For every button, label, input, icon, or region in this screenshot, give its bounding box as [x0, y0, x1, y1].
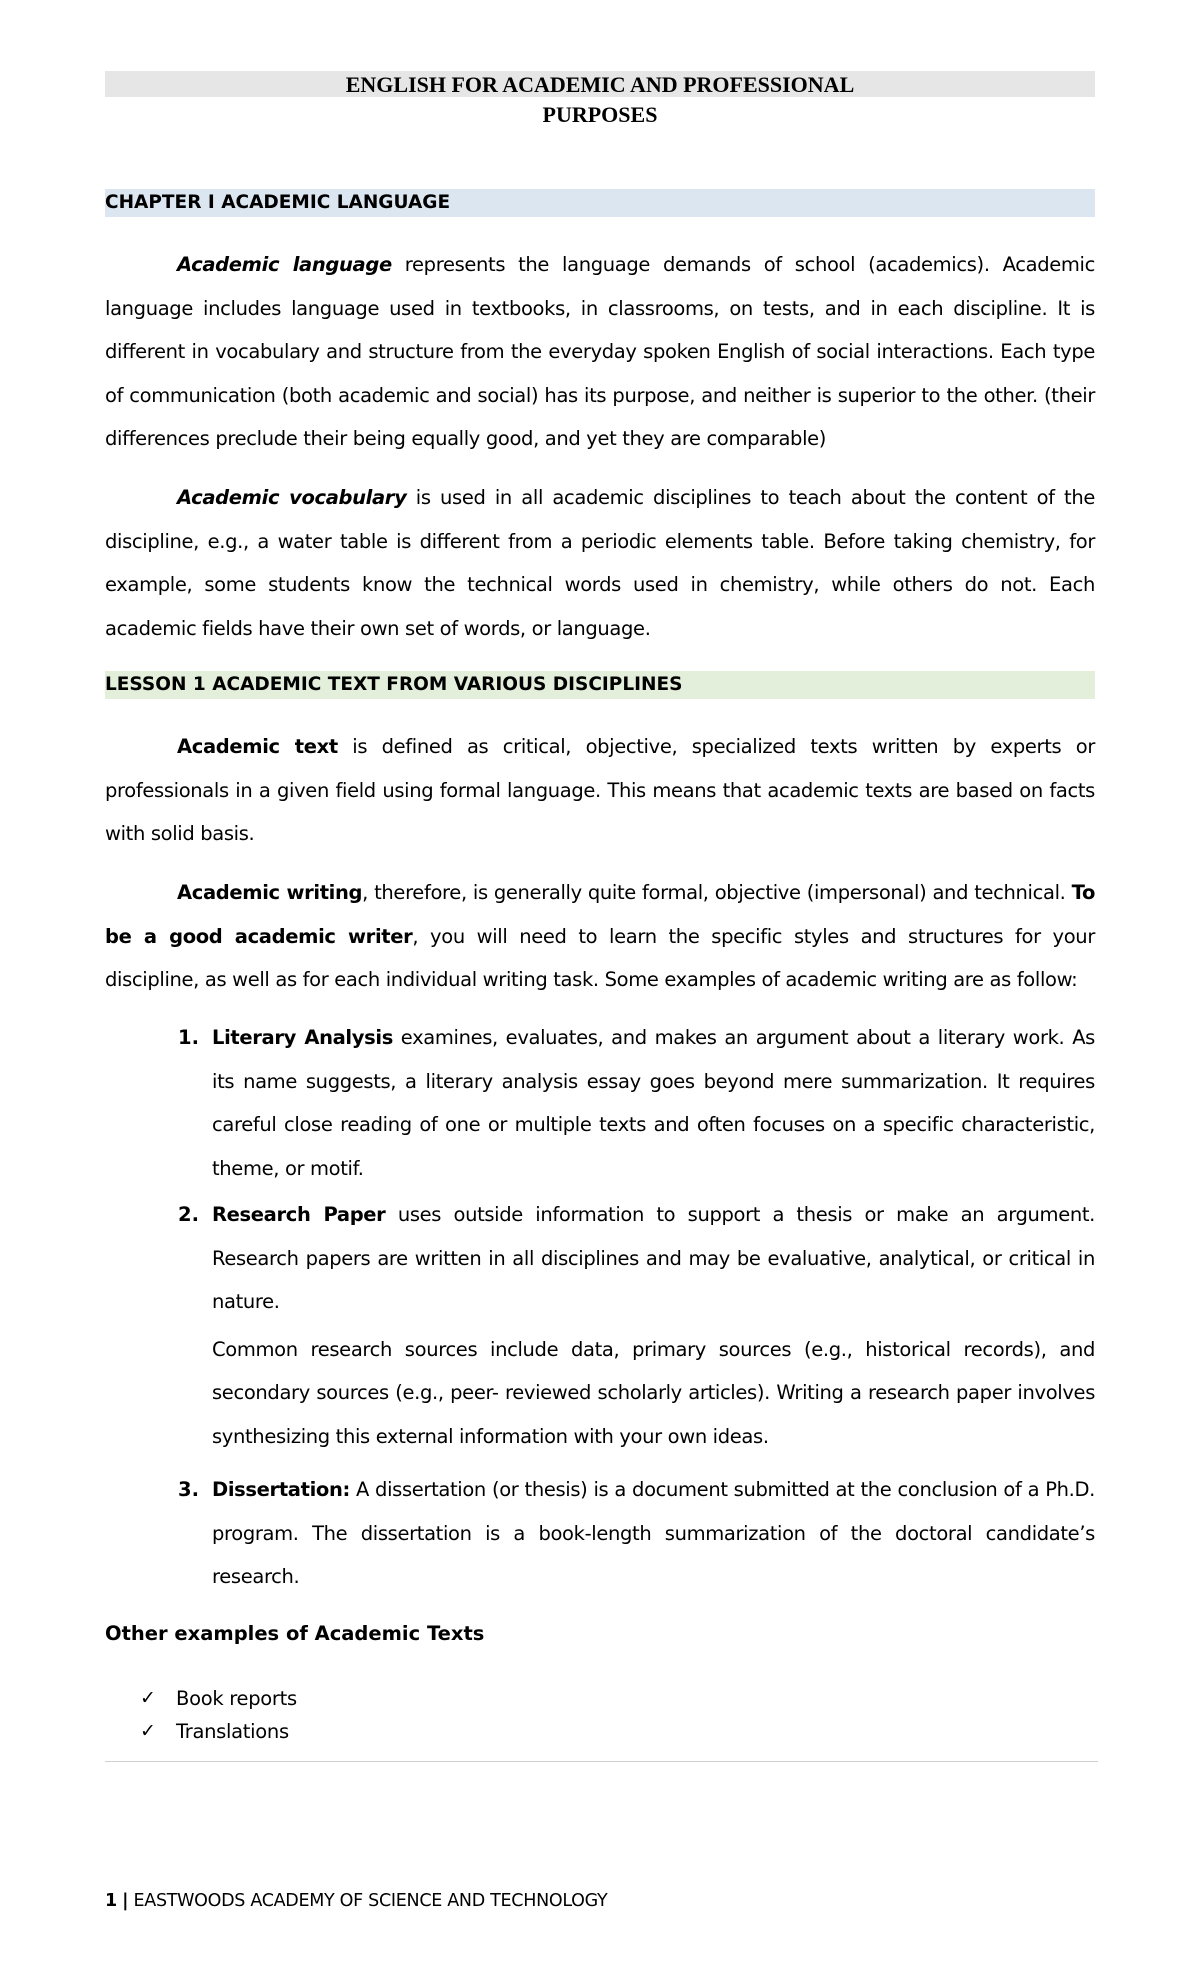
check-icon: ✓ — [140, 1720, 156, 1742]
term-academic-vocabulary: Academic vocabulary — [177, 486, 407, 509]
footer-institution: EASTWOODS ACADEMY OF SCIENCE AND TECHNOLOGY — [133, 1891, 608, 1911]
chapter-paragraph-2: Academic vocabulary is used in all academic disciplines to teach about the content of the discipline, e.g., a water table is different from a periodic elements table. Before taking chemistry, for example, some students know the technical words used in chemistry, while others do not. Each academic fields have their own set of words, or language. — [105, 486, 1095, 640]
item-term: Research Paper — [212, 1203, 386, 1226]
term-academic-text: Academic text — [177, 735, 338, 758]
list-item: ✓ Translations — [140, 1715, 297, 1748]
research-paper-extra: Common research sources include data, primary sources (e.g., historical records), and secondary sources (e.g., peer- reviewed scholarly articles). Writing a research paper involves synthesizing this external information with your own ideas. — [212, 1337, 1095, 1448]
list-number: 3. — [178, 1478, 199, 1501]
item-term: Dissertation: — [212, 1478, 350, 1501]
footer-separator: | — [122, 1891, 129, 1911]
chapter-paragraph-1: Academic language represents the language demands of school (academics). Academic language includes language used in textbooks, in classrooms, on tests, and in each discipline. It is different in vocabulary and structure from the everyday spoken English of social interactions. Each type of communication (both academic and social) has its purpose, and neither is superior to the other. (their differences preclude their being equally good, and yet they are comparable) — [105, 253, 1096, 450]
lesson-paragraph-1: Academic text is defined as critical, objective, specialized texts written by experts or professionals in a given field using formal language. This means that academic texts are based on facts with solid basis. — [105, 735, 1095, 845]
other-examples-heading: Other examples of Academic Texts — [105, 1622, 485, 1645]
list-item-literary-analysis: 1. Literary Analysis examines, evaluates, and makes an argument about a literary work. As its name suggests, a literary analysis essay goes beyond mere summarization. It requires careful close reading of one or multiple texts and often focuses on a specific characteristic, theme, or motif. — [105, 1016, 1095, 1190]
other-examples-list — [140, 1682, 297, 1748]
lesson-heading: LESSON 1 ACADEMIC TEXT FROM VARIOUS DISCIPLINES — [105, 674, 683, 695]
list-number: 2. — [178, 1203, 199, 1226]
chapter-heading: CHAPTER I ACADEMIC LANGUAGE — [105, 192, 451, 213]
list-item-research-paper: 2. Research Paper uses outside information to support a thesis or make an argument. Research papers are written in all disciplines and may be evaluative, analytical, or critical in nature. Common research sources include data, primary sources (e.g., historical records), and secondary sources (e.g., peer- reviewed scholarly articles). Writing a research paper involves synthesizing this external information with your own ideas. — [105, 1193, 1095, 1458]
page-number: 1 — [105, 1891, 117, 1911]
document-title — [105, 70, 1095, 130]
term-good-academic-writer: To be a good academic writer — [105, 881, 1096, 948]
title-line-1: ENGLISH FOR ACADEMIC AND PROFESSIONAL — [345, 72, 855, 97]
footer-divider — [105, 1761, 1098, 1762]
page-footer — [105, 1889, 607, 1913]
term-academic-language: Academic language — [177, 253, 392, 276]
item-term: Literary Analysis — [212, 1026, 393, 1049]
lesson-paragraph-2: Academic writing, therefore, is generally quite formal, objective (impersonal) and technical. To be a good academic writer, you will need to learn the specific styles and structures for your discipline, as well as for each individual writing task. Some examples of academic writing are as follow: — [105, 881, 1096, 991]
term-academic-writing: Academic writing — [177, 881, 363, 904]
list-item-dissertation: 3. Dissertation: A dissertation (or thesis) is a document submitted at the conclusion of a Ph.D. program. The dissertation is a book-length summarization of the doctoral candidate’s research. — [105, 1468, 1095, 1599]
list-number: 1. — [178, 1026, 199, 1049]
list-item: ✓ Book reports — [140, 1682, 297, 1715]
title-line-2: PURPOSES — [542, 102, 658, 127]
check-icon: ✓ — [140, 1687, 156, 1709]
